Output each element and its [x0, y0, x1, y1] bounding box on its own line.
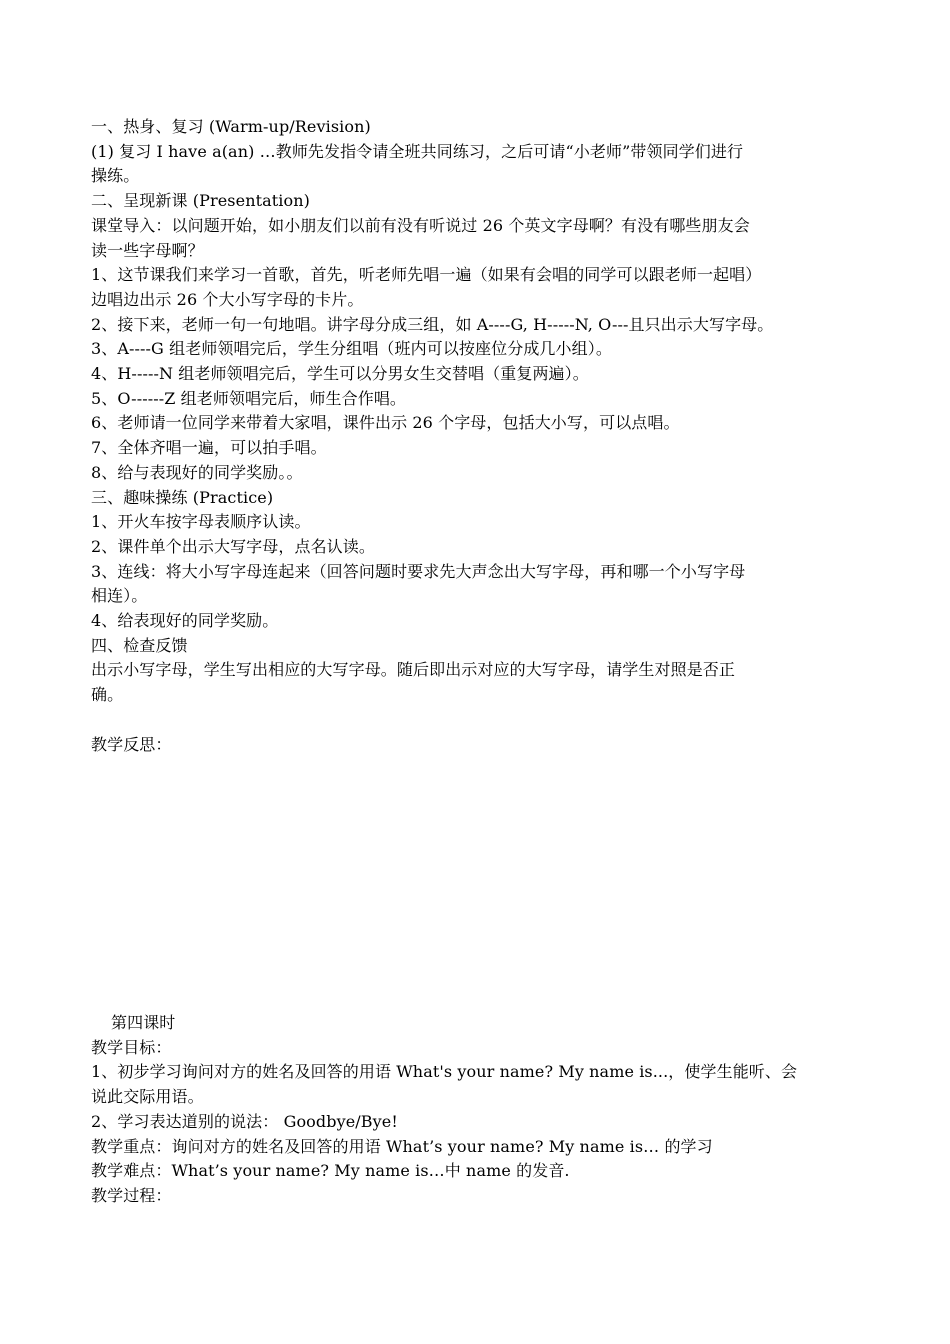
lesson-title: 第四课时	[111, 1013, 176, 1032]
text-line: 5、O------Z 组老师领唱完后，师生合作唱。	[91, 388, 407, 408]
text-line: 课堂导入：以问题开始，如小朋友们以前有没有听说过 26 个英文字母啊？有没有哪些朋友会	[91, 215, 750, 235]
text-line: 教学过程：	[91, 1185, 172, 1205]
text-line: 边唱边出示 26 个大小写字母的卡片。	[91, 289, 364, 309]
heading-presentation: 二、呈现新课 (Presentation)	[91, 191, 310, 211]
text-line: 说此交际用语。	[91, 1087, 204, 1107]
heading-warm-up: 一、热身、复习 (Warm-up/Revision)	[91, 117, 371, 136]
text-line: 3、连线：将大小写字母连起来（回答问题时要求先大声念出大写字母，再和哪一个小写字母	[91, 561, 746, 581]
text-line: 操练。	[91, 166, 140, 186]
text-line: 确。	[91, 685, 124, 705]
text-line: 8、给与表现好的同学奖励。。	[91, 462, 303, 482]
text-line: 2、课件单个出示大写字母，点名认读。	[91, 536, 375, 556]
text-line: 教学难点：What’s your name? My name is…中 name 的发音.	[91, 1161, 570, 1181]
text-line: 2、接下来，老师一句一句地唱。讲字母分成三组，如 A----G, H-----N, O---且只出示大写字母。	[91, 314, 774, 334]
heading-feedback: 四、检查反馈	[91, 635, 188, 655]
lesson-plan-section-two	[91, 1011, 866, 1209]
text-line: 4、H-----N 组老师领唱完后，学生可以分男女生交替唱（重复两遍）。	[91, 364, 589, 384]
text-line: 1、初步学习询问对方的姓名及回答的用语 What's your name? My name is...，使学生能听、会	[91, 1062, 798, 1082]
text-line: 读一些字母啊？	[91, 240, 204, 260]
text-line: 教学目标：	[91, 1037, 172, 1057]
text-line: 1、开火车按字母表顺序认读。	[91, 512, 311, 532]
text-line: 6、老师请一位同学来带着大家唱，课件出示 26 个字母，包括大小写，可以点唱。	[91, 413, 680, 433]
blank-line	[91, 708, 866, 733]
text-line: 教学重点：询问对方的姓名及回答的用语 What’s your name? My name is… 的学习	[91, 1136, 713, 1156]
text-line: 出示小写字母，学生写出相应的大写字母。随后即出示对应的大写字母，请学生对照是否正	[91, 660, 736, 680]
lesson-plan-section-one	[91, 115, 866, 757]
text-line: 相连）。	[91, 586, 148, 606]
heading-practice: 三、趣味操练 (Practice)	[91, 487, 274, 507]
text-line: 1、这节课我们来学习一首歌，首先，听老师先唱一遍（如果有会唱的同学可以跟老师一起唱）	[91, 265, 762, 285]
text-line: 4、给表现好的同学奖励。	[91, 611, 279, 631]
text-line: (1) 复习 I have a(an) …教师先发指令请全班共同练习，之后可请“小老师”带领同学们进行	[91, 141, 744, 161]
reflection-label: 教学反思：	[91, 734, 172, 754]
text-line: 2、学习表达道别的说法： Goodbye/Bye!	[91, 1111, 398, 1131]
text-line: 3、A----G 组老师领唱完后，学生分组唱（班内可以按座位分成几小组）。	[91, 339, 612, 359]
text-line: 7、全体齐唱一遍，可以拍手唱。	[91, 438, 327, 458]
